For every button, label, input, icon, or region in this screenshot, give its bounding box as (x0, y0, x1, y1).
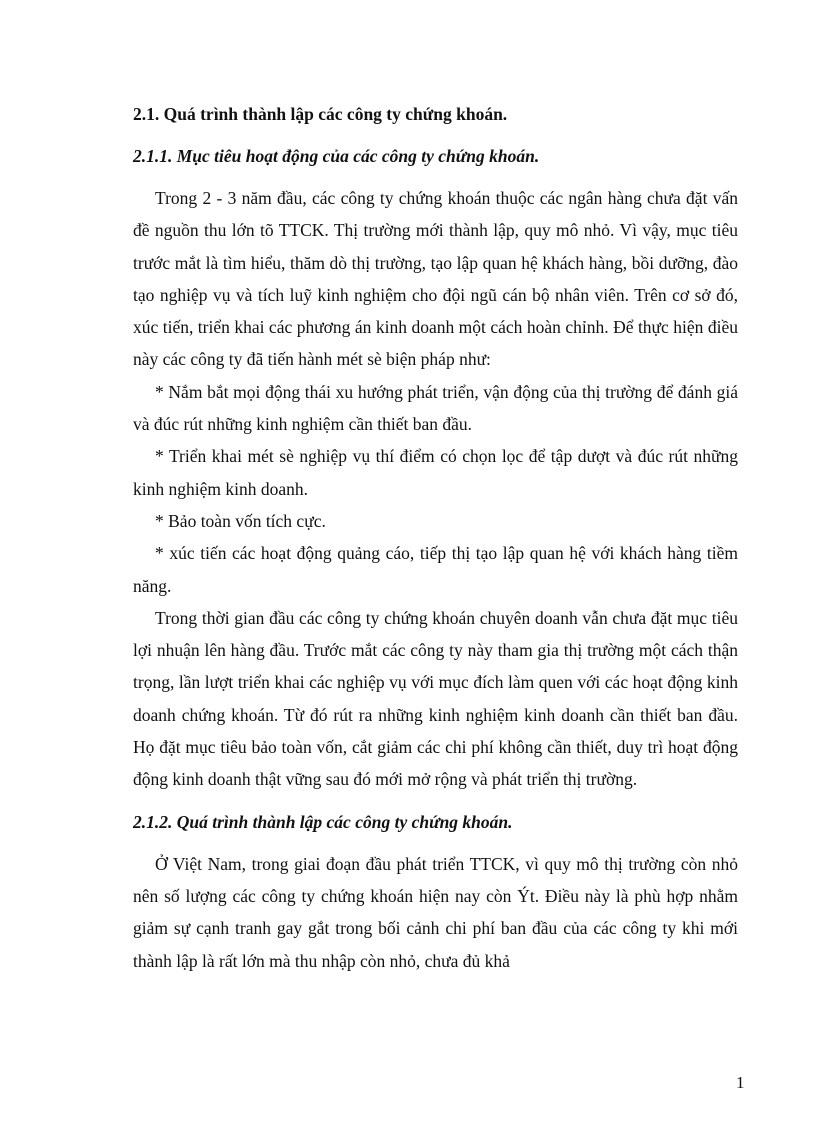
bullet-paragraph: * Bảo toàn vốn tích cực. (155, 510, 326, 531)
paragraph: Ở Việt Nam, trong giai đoạn đầu phát triển TTCK, vì quy mô thị trường còn nhỏ nên số lượng các công ty chứng khoán hiện nay còn Ýt. Điều này là phù hợp nhằm giảm sự cạnh tranh gay gắt trong bối cảnh chi phí ban đầu của các công ty khi mới thành lập là rất lớn mà thu nhập còn nhỏ, chưa đủ khả (133, 853, 738, 971)
paragraph: Trong 2 - 3 năm đầu, các công ty chứng khoán thuộc các ngân hàng chưa đặt vấn đề nguồn thu lớn tõ TTCK. Thị trường mới thành lập, quy mô nhỏ. Vì vậy, mục tiêu trước mắt là tìm hiểu, thăm dò thị trường, tạo lập quan hệ khách hàng, bồi dưỡng, đào tạo nghiệp vụ và tích luỹ kinh nghiệm cho đội ngũ cán bộ nhân viên. Trên cơ sở đó, xúc tiến, triển khai các phương án kinh doanh một cách hoàn chỉnh. Để thực hiện điều này các công ty đã tiến hành mét sè biện pháp như: (133, 188, 738, 370)
section-heading: 2.1. Quá trình thành lập các công ty chứng khoán. (133, 104, 508, 124)
document-page (133, 98, 738, 977)
bullet-paragraph: * Triển khai mét sè nghiệp vụ thí điểm có chọn lọc để tập dượt và đúc rút những kinh nghiệm kinh doanh. (133, 446, 738, 499)
subsection-heading-objectives: 2.1.1. Mục tiêu hoạt động của các công ty chứng khoán. (133, 146, 540, 166)
page-number: 1 (736, 1073, 745, 1092)
subsection-heading-establishment: 2.1.2. Quá trình thành lập các công ty chứng khoán. (133, 811, 513, 832)
bullet-paragraph: * Nắm bắt mọi động thái xu hướng phát triển, vận động của thị trường để đánh giá và đúc rút những kinh nghiệm cần thiết ban đầu. (133, 381, 738, 435)
bullet-paragraph: * xúc tiến các hoạt động quảng cáo, tiếp thị tạo lập quan hệ với khách hàng tiềm năng. (133, 543, 738, 596)
paragraph: Trong thời gian đầu các công ty chứng khoán chuyên doanh vẫn chưa đặt mục tiêu lợi nhuận lên hàng đầu. Trước mắt các công ty này tham gia thị trường một cách thận trọng, lần lượt triển khai các nghiệp vụ với mục đích làm quen với các hoạt động kinh doanh chứng khoán. Từ đó rút ra những kinh nghiệm kinh doanh cần thiết ban đầu. Họ đặt mục tiêu bảo toàn vốn, cắt giảm các chi phí không cần thiết, duy trì hoạt động động kinh doanh thật vững sau đó mới mở rộng và phát triển thị trường. (133, 607, 738, 790)
